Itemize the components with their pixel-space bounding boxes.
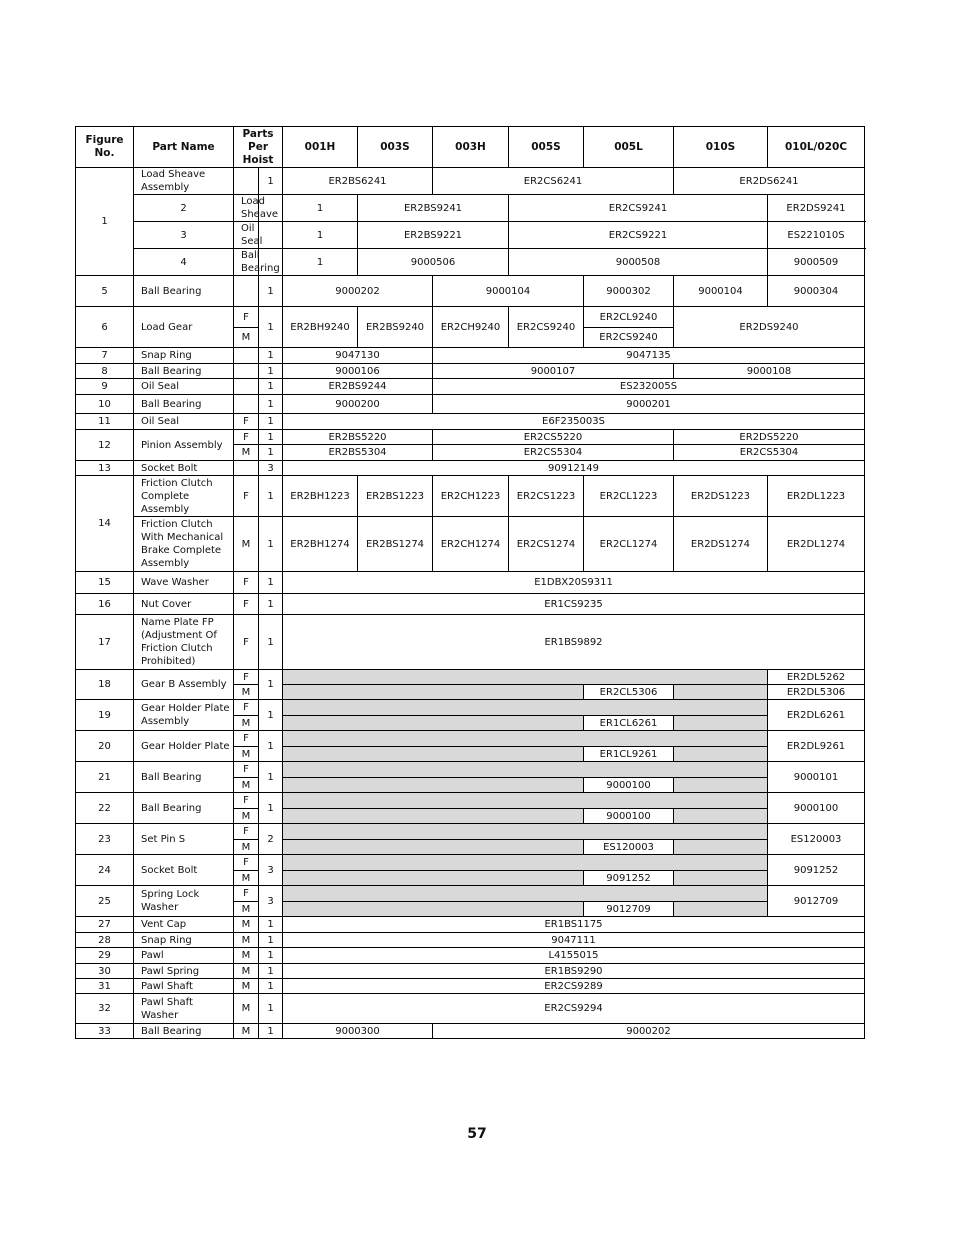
table-cell: F	[234, 762, 259, 778]
shaded-cell	[283, 809, 584, 824]
table-cell: F	[234, 670, 259, 685]
table-cell: 1	[259, 594, 283, 615]
table-cell: M	[234, 685, 259, 700]
table-row	[76, 594, 865, 615]
table-cell: 15	[76, 572, 134, 594]
table-cell: 6	[76, 307, 134, 348]
table-cell: ER2CL9240	[584, 307, 674, 328]
table-cell: F	[234, 307, 259, 328]
shaded-cell	[283, 762, 768, 778]
table-cell: ER2BS9241	[358, 195, 509, 222]
part-name-cell: Gear B Assembly	[134, 670, 234, 700]
table-row	[76, 395, 865, 414]
table-cell: 9000202	[283, 276, 433, 307]
table-cell: 9091252	[768, 855, 865, 886]
table-cell: 9000300	[283, 1024, 433, 1039]
table-cell: M	[234, 445, 259, 461]
part-name-cell: Gear Holder Plate	[134, 731, 234, 762]
table-cell: E1DBX20S9311	[283, 572, 865, 594]
header-001h: 001H	[283, 127, 358, 168]
table-row	[76, 948, 865, 964]
part-name-cell: Ball Bearing	[234, 249, 259, 276]
parts-table-body	[76, 168, 865, 1039]
table-cell: ER2CS1274	[509, 517, 584, 572]
table-cell: ER2DL9261	[768, 731, 865, 762]
table-cell: 27	[76, 917, 134, 933]
table-row	[76, 933, 865, 948]
table-row	[76, 414, 865, 430]
part-name-cell: Load Gear	[134, 307, 234, 348]
table-cell: 32	[76, 994, 134, 1024]
table-cell: 10	[76, 395, 134, 414]
table-cell: ER2CL1274	[584, 517, 674, 572]
table-cell: 1	[259, 364, 283, 379]
part-name-cell: Socket Bolt	[134, 855, 234, 886]
part-name-cell: Pinion Assembly	[134, 430, 234, 461]
table-cell	[234, 379, 259, 395]
table-row	[76, 700, 865, 716]
table-row	[76, 670, 865, 685]
table-cell: ER2BS1223	[358, 476, 433, 517]
table-cell: M	[234, 902, 259, 917]
table-cell: F	[234, 700, 259, 716]
table-cell: ER2CS5304	[674, 445, 865, 461]
table-cell	[234, 168, 259, 195]
table-cell: ER2BS1274	[358, 517, 433, 572]
table-cell	[234, 364, 259, 379]
table-cell: 19	[76, 700, 134, 731]
part-name-cell: Nut Cover	[134, 594, 234, 615]
shaded-cell	[674, 778, 768, 793]
shaded-cell	[283, 747, 584, 762]
table-cell: 1	[259, 168, 283, 195]
table-cell: ER2CH1223	[433, 476, 509, 517]
table-cell: ER2CS9241	[509, 195, 768, 222]
table-cell: ER2DS5220	[674, 430, 865, 445]
table-cell: 1	[259, 517, 283, 572]
table-cell: 1	[259, 670, 283, 700]
table-row	[76, 249, 865, 276]
shaded-cell	[283, 886, 768, 902]
table-cell: 17	[76, 615, 134, 670]
table-cell: ER2CS6241	[433, 168, 674, 195]
table-cell: 1	[259, 979, 283, 994]
shaded-cell	[674, 871, 768, 886]
table-cell: F	[234, 731, 259, 747]
table-cell: 13	[76, 461, 134, 476]
table-cell: M	[234, 933, 259, 948]
table-cell: ER2DS9240	[674, 307, 865, 348]
table-row	[76, 731, 865, 747]
table-cell: 1	[283, 222, 358, 249]
table-cell: F	[234, 594, 259, 615]
part-name-cell: Wave Washer	[134, 572, 234, 594]
table-cell: M	[234, 840, 259, 855]
table-cell: ER2CL1223	[584, 476, 674, 517]
part-name-cell: Ball Bearing	[134, 276, 234, 307]
table-cell: ER2DS1274	[674, 517, 768, 572]
table-cell: M	[234, 948, 259, 964]
table-cell: F	[234, 615, 259, 670]
table-cell: 1	[259, 793, 283, 824]
table-cell: F	[234, 886, 259, 902]
table-cell: 9000106	[283, 364, 433, 379]
table-cell: 18	[76, 670, 134, 700]
table-cell: 9047135	[433, 348, 865, 364]
part-name-cell: Ball Bearing	[134, 1024, 234, 1039]
part-name-cell: Pawl Spring	[134, 964, 234, 979]
table-cell: M	[234, 747, 259, 762]
table-row	[76, 364, 865, 379]
table-cell: ER2BH9240	[283, 307, 358, 348]
header-parts-per-hoist: Parts Per Hoist	[234, 127, 283, 168]
table-cell: ER2BS9221	[358, 222, 509, 249]
part-name-cell: Oil Seal	[134, 379, 234, 395]
part-name-cell: Load Sheave	[234, 195, 259, 222]
table-cell: ER2BH1274	[283, 517, 358, 572]
table-cell: 1	[283, 249, 358, 276]
table-cell: 9000304	[768, 276, 865, 307]
table-cell: F	[234, 793, 259, 809]
table-cell: 1	[259, 307, 283, 348]
table-cell: ER2BH1223	[283, 476, 358, 517]
table-cell: 9000200	[283, 395, 433, 414]
table-cell: 1	[259, 933, 283, 948]
shaded-cell	[283, 902, 584, 917]
table-cell: ER1BS9892	[283, 615, 865, 670]
table-cell	[234, 276, 259, 307]
shaded-cell	[283, 700, 768, 716]
shaded-cell	[674, 685, 768, 700]
shaded-cell	[674, 716, 768, 731]
table-cell: ER2DS1223	[674, 476, 768, 517]
table-cell: 20	[76, 731, 134, 762]
table-cell: M	[234, 979, 259, 994]
table-row	[76, 222, 865, 249]
table-cell: 1	[259, 379, 283, 395]
table-cell: 3	[259, 855, 283, 886]
shaded-cell	[283, 840, 584, 855]
table-cell: ER2BS6241	[283, 168, 433, 195]
table-cell: 1	[259, 430, 283, 445]
header-003h: 003H	[433, 127, 509, 168]
header-003s: 003S	[358, 127, 433, 168]
table-cell: 23	[76, 824, 134, 855]
table-cell: ER2CS9240	[584, 328, 674, 348]
table-cell: ER2DL6261	[768, 700, 865, 731]
table-cell: ER2BS5304	[283, 445, 433, 461]
table-cell: 1	[259, 572, 283, 594]
table-cell: ER2CS9221	[509, 222, 768, 249]
table-cell: 14	[76, 476, 134, 572]
table-cell: ER1CL6261	[584, 716, 674, 731]
table-cell: 31	[76, 979, 134, 994]
table-row	[76, 762, 865, 778]
table-cell	[234, 395, 259, 414]
table-row	[76, 964, 865, 979]
table-cell: 9000508	[509, 249, 768, 276]
table-cell: ES120003	[584, 840, 674, 855]
table-cell: 1	[259, 348, 283, 364]
table-cell: F	[234, 430, 259, 445]
table-cell	[234, 461, 259, 476]
table-cell: 9000100	[768, 793, 865, 824]
table-cell: M	[234, 964, 259, 979]
header-010l-020c: 010L/020C	[768, 127, 865, 168]
table-cell: 3	[134, 222, 234, 249]
table-cell: ER2CH9240	[433, 307, 509, 348]
table-cell: M	[234, 517, 259, 572]
table-cell: ER1BS9290	[283, 964, 865, 979]
table-row	[76, 430, 865, 445]
table-row	[76, 886, 865, 902]
table-cell: 30	[76, 964, 134, 979]
table-cell: ER2CS9289	[283, 979, 865, 994]
table-cell: 9	[76, 379, 134, 395]
table-row	[76, 994, 865, 1024]
shaded-cell	[283, 793, 768, 809]
shaded-cell	[283, 871, 584, 886]
table-cell: 9012709	[768, 886, 865, 917]
table-cell: ES221010S	[768, 222, 865, 249]
part-name-cell: Ball Bearing	[134, 395, 234, 414]
table-cell: 28	[76, 933, 134, 948]
table-cell: 3	[259, 886, 283, 917]
table-cell: ER2CS9294	[283, 994, 865, 1024]
table-cell: M	[234, 778, 259, 793]
table-cell: 9000509	[768, 249, 865, 276]
header-005s: 005S	[509, 127, 584, 168]
table-cell: 5	[76, 276, 134, 307]
header-row	[76, 127, 865, 168]
shaded-cell	[674, 840, 768, 855]
table-cell: 9000506	[358, 249, 509, 276]
part-name-cell: Pawl Shaft	[134, 979, 234, 994]
table-cell: 4	[134, 249, 234, 276]
part-name-cell: Gear Holder Plate Assembly	[134, 700, 234, 731]
shaded-cell	[283, 670, 768, 685]
table-cell: 29	[76, 948, 134, 964]
table-row	[76, 793, 865, 809]
table-row	[76, 348, 865, 364]
table-cell: F	[234, 476, 259, 517]
part-name-cell: Socket Bolt	[134, 461, 234, 476]
table-cell: M	[234, 994, 259, 1024]
table-cell: 1	[259, 395, 283, 414]
table-cell: F	[234, 855, 259, 871]
header-part-name: Part Name	[134, 127, 234, 168]
table-cell: 1	[259, 917, 283, 933]
table-cell: 1	[283, 195, 358, 222]
part-name-cell: Pawl	[134, 948, 234, 964]
table-cell: ER2DL1223	[768, 476, 865, 517]
table-cell: 1	[259, 762, 283, 793]
table-cell: 21	[76, 762, 134, 793]
table-cell: F	[234, 414, 259, 430]
table-cell: ER2CS5304	[433, 445, 674, 461]
table-row	[76, 855, 865, 871]
table-cell: 9091252	[584, 871, 674, 886]
table-cell: ER2CS5220	[433, 430, 674, 445]
shaded-cell	[283, 685, 584, 700]
shaded-cell	[283, 716, 584, 731]
table-row	[76, 379, 865, 395]
part-name-cell: Friction Clutch Complete Assembly	[134, 476, 234, 517]
table-cell: ER2CL5306	[584, 685, 674, 700]
part-name-cell: Snap Ring	[134, 933, 234, 948]
table-cell: 1	[259, 994, 283, 1024]
table-cell: 11	[76, 414, 134, 430]
shaded-cell	[674, 747, 768, 762]
table-cell: 1	[259, 414, 283, 430]
table-cell: ER2DL1274	[768, 517, 865, 572]
table-cell: ER2CS1223	[509, 476, 584, 517]
part-name-cell: Snap Ring	[134, 348, 234, 364]
table-row	[76, 307, 865, 328]
table-cell: 9000104	[433, 276, 584, 307]
table-cell: ER2BS9240	[358, 307, 433, 348]
table-cell: ER1CL9261	[584, 747, 674, 762]
table-cell: 22	[76, 793, 134, 824]
table-cell: 1	[259, 731, 283, 762]
part-name-cell: Friction Clutch With Mechanical Brake Complete Assembly	[134, 517, 234, 572]
table-cell: ES120003	[768, 824, 865, 855]
table-row	[76, 476, 865, 517]
shaded-cell	[283, 731, 768, 747]
table-cell: ES232005S	[433, 379, 865, 395]
table-cell: ER2BS5220	[283, 430, 433, 445]
table-cell: ER1CS9235	[283, 594, 865, 615]
shaded-cell	[283, 778, 584, 793]
table-cell: ER1BS1175	[283, 917, 865, 933]
table-cell: F	[234, 824, 259, 840]
table-cell: 9000104	[674, 276, 768, 307]
table-cell: ER2DS6241	[674, 168, 865, 195]
table-cell: M	[234, 809, 259, 824]
table-row	[76, 979, 865, 994]
table-cell: 1	[259, 700, 283, 731]
table-cell: 1	[259, 1024, 283, 1039]
table-cell: 12	[76, 430, 134, 461]
part-name-cell: Oil Seal	[134, 414, 234, 430]
table-cell: 9000201	[433, 395, 865, 414]
table-cell: F	[234, 572, 259, 594]
table-cell: 9000302	[584, 276, 674, 307]
table-cell: 25	[76, 886, 134, 917]
table-cell: 9000101	[768, 762, 865, 793]
table-cell: 1	[259, 948, 283, 964]
table-cell: 33	[76, 1024, 134, 1039]
table-cell: ER2DL5306	[768, 685, 865, 700]
table-cell: 9000108	[674, 364, 865, 379]
table-cell: 90912149	[283, 461, 865, 476]
table-row	[76, 195, 865, 222]
table-cell: 9012709	[584, 902, 674, 917]
table-row	[76, 917, 865, 933]
table-cell: L4155015	[283, 948, 865, 964]
part-name-cell: Ball Bearing	[134, 793, 234, 824]
header-figure-no: Figure No.	[76, 127, 134, 168]
table-cell: 24	[76, 855, 134, 886]
table-row	[76, 615, 865, 670]
table-cell: 1	[259, 615, 283, 670]
table-cell: 1	[259, 445, 283, 461]
shaded-cell	[674, 809, 768, 824]
table-row	[76, 572, 865, 594]
table-cell: ER2CS9240	[509, 307, 584, 348]
part-name-cell: Spring Lock Washer	[134, 886, 234, 917]
part-name-cell: Load Sheave Assembly	[134, 168, 234, 195]
table-row	[76, 1024, 865, 1039]
header-005l: 005L	[584, 127, 674, 168]
table-cell: M	[234, 328, 259, 348]
table-cell: ER2DL5262	[768, 670, 865, 685]
table-cell: M	[234, 917, 259, 933]
table-cell	[234, 348, 259, 364]
table-cell: ER2DS9241	[768, 195, 865, 222]
table-cell: M	[234, 871, 259, 886]
table-cell: 1	[259, 964, 283, 979]
part-name-cell: Ball Bearing	[134, 364, 234, 379]
table-cell: 2	[134, 195, 234, 222]
part-name-cell: Oil Seal	[234, 222, 259, 249]
table-cell: 9000100	[584, 778, 674, 793]
table-row	[76, 276, 865, 307]
page-number: 57	[467, 1126, 487, 1142]
table-cell: ER2CH1274	[433, 517, 509, 572]
table-cell: 7	[76, 348, 134, 364]
shaded-cell	[283, 824, 768, 840]
table-cell: 8	[76, 364, 134, 379]
part-name-cell: Name Plate FP (Adjustment Of Friction Clutch Prohibited)	[134, 615, 234, 670]
part-name-cell: Vent Cap	[134, 917, 234, 933]
table-row	[76, 517, 865, 572]
table-row	[76, 824, 865, 840]
part-name-cell: Pawl Shaft Washer	[134, 994, 234, 1024]
table-cell: 1	[259, 276, 283, 307]
parts-table	[75, 126, 865, 1039]
table-cell: M	[234, 716, 259, 731]
table-cell: 9047111	[283, 933, 865, 948]
table-cell: 16	[76, 594, 134, 615]
table-cell: 9000100	[584, 809, 674, 824]
shaded-cell	[283, 855, 768, 871]
table-cell: 1	[259, 476, 283, 517]
table-cell: M	[234, 1024, 259, 1039]
header-010s: 010S	[674, 127, 768, 168]
part-name-cell: Set Pin S	[134, 824, 234, 855]
table-cell: 9047130	[283, 348, 433, 364]
part-name-cell: Ball Bearing	[134, 762, 234, 793]
table-cell: 2	[259, 824, 283, 855]
table-cell: 3	[259, 461, 283, 476]
table-cell: 9000202	[433, 1024, 865, 1039]
table-row	[76, 168, 865, 195]
table-row	[76, 461, 865, 476]
shaded-cell	[674, 902, 768, 917]
table-cell: E6F235003S	[283, 414, 865, 430]
table-cell: 1	[76, 168, 134, 276]
table-cell: 9000107	[433, 364, 674, 379]
table-cell: ER2BS9244	[283, 379, 433, 395]
